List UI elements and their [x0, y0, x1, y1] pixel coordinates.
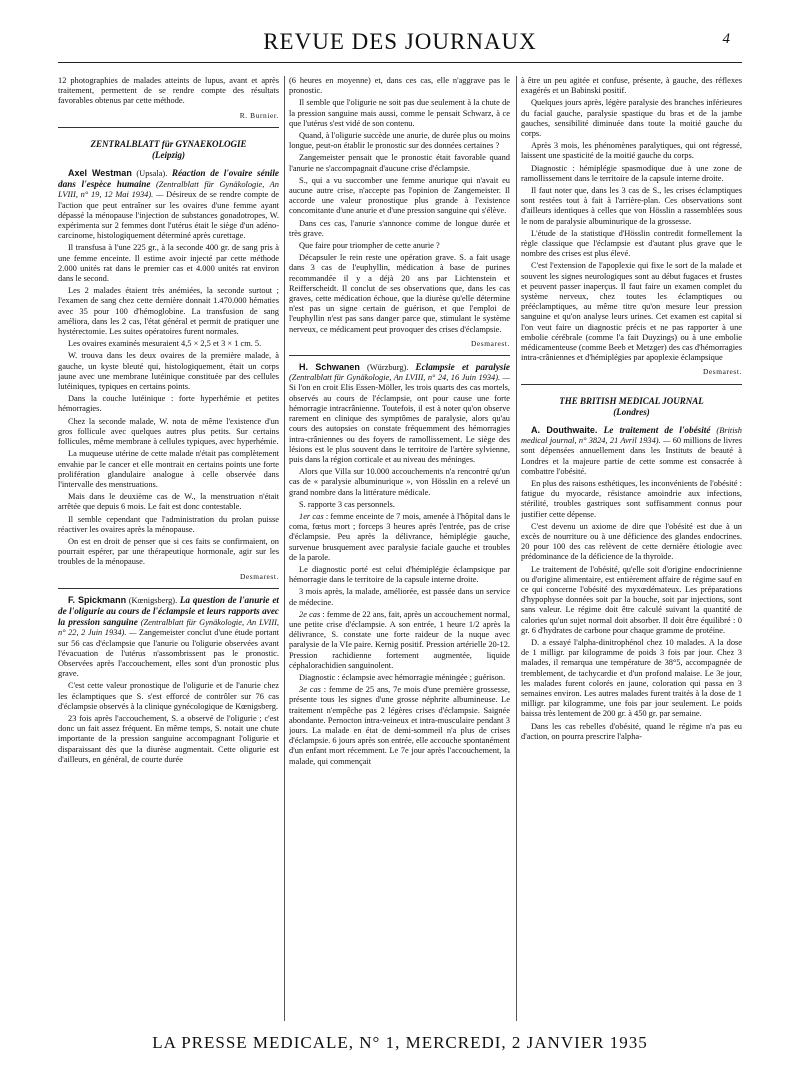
signature: Desmarest. [239, 571, 279, 581]
paragraph: Alors que Villa sur 10.000 accouchements n'a rencontré qu'un cas de « paralysie albuminurique », von Hösslin en a relevé un grand nombre dans la littérature médicale. [289, 467, 510, 497]
paragraph: Après 3 mois, les phénomènes paralytiques, qui ont régressé, laissent une spasticité de la moitié gauche du corps. [521, 141, 742, 161]
paragraph: C'est cette valeur pronostique de l'oligurie et de l'anurie chez les éclamptiques que S. s'est efforcé de contrôler sur 76 cas d'éclampsie observés à la clinique gynécologique de Kœnigsberg. [58, 681, 279, 711]
case-label: 3e cas [299, 685, 321, 695]
divider [58, 588, 279, 589]
paragraph: 12 photographies de malades atteints de lupus, avant et après traitement, permettent de se rendre compte des résultats favorables obtenus par cette méthode. [58, 76, 279, 106]
article-abstract [58, 168, 279, 241]
article-reference: (British medical journal, n° 3824, 21 Avril 1934). — [521, 425, 742, 446]
paragraph: 23 fois après l'accouchement, S. a observé de l'oligurie ; c'est donc un fait assez fréquent. En même temps, S. notait une chute importante de la pression sanguine accompagnant l'oligurie et disparaissant dès que la diurèse augmentait. Cette oligurie est d'ailleurs, en général, de courte durée [58, 713, 279, 764]
paragraph: Diagnostic : éclampsie avec hémorragie méningée ; guérison. [299, 672, 506, 682]
paragraph: C'est l'extension de l'apoplexie qui fixe le sort de la malade et souvent les signes neurologiques sont au début fugaces et frustes et peuvent passer inaperçus. Il faut faire un examen complet du système nerveux, chez toutes les éclamptiques ou prééclamptiques, au même titre qu'on mesure leur pression sanguine et qu'on analyse leurs urines. Cet examen est capital si l'on veut faire un diagnostic précis et ne pas rapporter à une embolie cérébrale (comme l'a fait Duyzings) ou à une embolie médicamenteuse (comme Beeb et Metzger) des cas d'hémorragies intra-crâniennes et d'hémiplégies par apoplexie éclampsique [521, 261, 742, 363]
paragraph: W. trouva dans les deux ovaires de la première malade, à gauche, un kyste bleuté qui, histologiquement, était un corps jaune avec une membrane lutéinique constituée par des cellules lutéiniques, typiques en certains points. [58, 351, 279, 392]
divider [289, 355, 510, 356]
paragraph: Il semble que l'oligurie ne soit pas due seulement à la chute de la pression sanguine mais aussi, comme le pensait Schwarz, à ce que l'utérus s'est vidé de son contenu. [289, 98, 510, 128]
page-footer: LA PRESSE MEDICALE, N° 1, MERCREDI, 2 JANVIER 1935 [152, 1033, 648, 1052]
case-paragraph [289, 512, 510, 563]
paragraph: La muqueuse utérine de cette malade n'était pas complètement envahie par le cancer et elle montrait en certains points une forte prolifération glandulaire analogue à celle observée dans l'intervalle des menstruations. [58, 449, 279, 489]
article-title: La question de l'anurie et de l'oligurie au cours de l'éclampsie et leurs rapports avec la pression sanguine [58, 594, 279, 628]
divider [58, 127, 279, 128]
article-place: (Kœnigsberg). [126, 595, 180, 605]
paragraph: à être un peu agitée et confuse, présente, à gauche, des réflexes exagérés et un Babinski positif. [521, 76, 742, 96]
article-reference: (Zentralblatt für Gynäkologie, An LVIII, n° 24, 16 Juin 1934). — [289, 373, 510, 383]
paragraph: Les ovaires examinés mesuraient 4,5 × 2,5 et 3 × 1 cm. 5. [68, 339, 262, 349]
article-author: H. Schwanen [299, 362, 360, 373]
article-text: Si l'on en croit Elis Essen-Möller, les trois quarts des cas mortels, observés au cours de l'éclampsie, ont pour cause une forte hémorragie intracrânienne. Toutefois, il est à noter qu'on observe rarement en clinique des symptômes de paralysie, alors qu'au cours des autopsies on constate fréquemment des hémorragies intra-crâniennes ou des foyers de ramollissement. Le siège des lésions est le plus souvent dans le territoire de l'artère sylvienne, puis dans la région corticale et au niveau des méninges. [289, 383, 510, 464]
paragraph: Quand, à l'oligurie succède une anurie, de durée plus ou moins longue, peut-on établir le pronostic sur des données certaines ? [289, 131, 510, 151]
paragraph: En plus des raisons esthétiques, les inconvénients de l'obésité : fatigue du myocarde, résistance amoindrie aux infections, stérilité, troubles gastriques sont suffisamment connus pour justifier cette dépense. [521, 478, 742, 519]
column-separator [284, 76, 285, 1021]
divider [521, 384, 742, 385]
article-author: Axel Westman [68, 168, 132, 179]
paragraph: Que faire pour triompher de cette anurie ? [299, 241, 440, 251]
column-separator [516, 76, 517, 1021]
case-text: : femme de 22 ans, fait, après un accouchement normal, une petite crise d'éclampsie. A son entrée, 1 heure 1/2 après la délivrance, S. constate une forte raideur de la nuque avec paralysie de la VIe paire. Kernig positif. Pression artérielle 20-12. Pression rachidienne fortement augmentée, liquide céphalorachidien sanguinolent. [289, 609, 510, 670]
article-text: Zangemeister conclut d'une étude portant sur 56 cas d'éclampsie que l'anurie ou l'oligurie observées avant l'évacuation de l'utérus n'assombrissent pas le pronostic. Observées après l'accouchement, elles sont d'un pronostic plus grave. [58, 628, 279, 679]
paragraph: L'étude de la statistique d'Hösslin contredit formellement la règle classique que l'éclampsie est d'autant plus grave que le nombre des crises est plus élevé. [521, 228, 742, 259]
column-3 [521, 76, 742, 1021]
paragraph: Le diagnostic porté est celui d'hémiplégie éclampsique par hémorragie dans le territoire de la capsule interne droite. [289, 564, 510, 585]
journal-heading: ZENTRALBLATT für GYNAEKOLOGIE [90, 138, 247, 149]
article-title: Le traitement de l'obésité [597, 424, 711, 435]
paragraph: Mais dans le deuxième cas de W., la menstruation n'était arrêtée que depuis 6 mois. Le fait est donc contestable. [58, 492, 279, 512]
article-reference: (Zentralblatt für Gynäkologie, An LVIII, n° 22, 2 Juin 1934). — [58, 618, 279, 638]
paragraph: Le traitement de l'obésité, qu'elle soit d'origine endocrinienne ou d'origine alimentaire, est entièrement affaire de régime sauf en ce qui concerne l'obésité des myxœdémateux. Les préparations d'hypophyse données soit par la bouche, soit par injections, sont sans valeur. Le régime doit être calculé suivant la quantité de calories qu'un sujet normal doit absorber. Il doit être équilibré : 0 gr. 6 d'hydrates de carbone pour chaque gramme de protéine. [521, 564, 742, 635]
journal-heading: THE BRITISH MEDICAL JOURNAL [559, 395, 704, 406]
article-title: Réaction de l'ovaire sénile dans l'espèce humaine [58, 168, 279, 190]
signature: R. Burnier. [239, 110, 279, 120]
paragraph: Décapsuler le rein reste une opération grave. S. a fait usage dans 3 cas de l'euphyllin, médication à base de purines recommandée il y a déjà 20 ans par Lichtenstein et Reifferscheidt. Il conclut de ses observations que, dans les cas graves, cette médication échoue, que la diurèse qu'elle détermine n'est pas un signe certain de guérison, et que l'emploi de l'euphyllin n'est pas sans danger parce que, stimulant le système nerveux, ce médicament peut provoquer des crises d'éclampsie. [289, 253, 510, 334]
page-number: 4 [722, 31, 730, 47]
paragraph: D. a essayé l'alpha-dinitrophénol chez 10 malades. A la dose de 1 milligr. par kilogramme de poids 3 fois par jour. Chez 3 malades, il remarqua une température de 38°5, accompagnée de tremblement, de tachycardie et d'un profond malaise. Le 3e jour, les malades furent colorés en jaune, coloration qui passa en 3 semaines environ. Les autres malades furent traités à la dose de 1 milligr. par kilogramme, une fois par jour seulement. Le poids baissa très lentement de 200 gr. à 450 gr. par semaine. [521, 637, 742, 719]
journal-title: REVUE DES JOURNAUX [263, 29, 537, 54]
paragraph: (6 heures en moyenne) et, dans ces cas, elle n'aggrave pas le pronostic. [289, 76, 510, 96]
paragraph: On est en droit de penser que si ces faits se confirmaient, on pourrait espérer, par une thérapeutique hormonale, agir sur les troubles de la ménopause. [58, 536, 279, 567]
article-abstract [289, 362, 510, 465]
article-abstract [58, 595, 279, 680]
page-header [0, 0, 800, 80]
article-abstract [521, 425, 742, 477]
paragraph: Zangemeister pensait que le pronostic était favorable quand l'anurie ne s'accompagnait d'aucune crise d'éclampsie. [289, 153, 510, 173]
signature: Desmarest. [470, 338, 510, 348]
article-reference: (Zentralblatt für Gynäkologie, An LVIII, n° 19, 12 Mai 1934). — [58, 180, 279, 200]
case-label: 1er cas [299, 511, 324, 521]
column-1 [58, 76, 279, 1021]
case-paragraph [289, 610, 510, 671]
article-place: (Upsala). [131, 169, 172, 179]
case-paragraph [289, 685, 510, 767]
journal-city: (Leipzig) [152, 149, 185, 160]
paragraph: Chez la seconde malade, W. nota de même l'existence d'un gros follicule avec quelques autres plus petits. Sur certains follicules, même membrane à cellules typiques, avec hyperhémie. [58, 416, 279, 447]
article-author: A. Douthwaite. [531, 424, 598, 435]
header-rule [58, 62, 742, 63]
article-text: 60 millions de livres sont dépensées annuellement dans les Instituts de beauté à Londres et la majeure partie de cette somme est consacrée à combattre l'obésité. [521, 436, 742, 476]
paragraph: S. rapporte 3 cas personnels. [299, 499, 395, 509]
case-text: : femme de 25 ans, 7e mois d'une première grossesse, présente tous les signes d'une grosse néphrite albumineuse. Le traitement n'empêche pas 2 légères crises d'éclampsie. Saignée abondante. Pernocton intra-veineux et intra-musculaire pendant 3 jours. La malade en état de demi-sommeil n'a plus de crises d'éclampsie. 6 jours après son entrée, elle accouche spontanément d'un enfant mort récemment. Le 7e jour après l'accouchement, la malade, qui commençait [289, 685, 510, 766]
article-title: Eclampsie et paralysie [415, 362, 510, 373]
case-label: 2e cas [299, 609, 321, 619]
paragraph: C'est devenu un axiome de dire que l'obésité est due à un excès de nourriture ou à une déficience des glandes endocrines. 20 pour 100 des cas relèvent de cette dernière étiologie avec prédominance de la déficience de la thyroïde. [521, 521, 742, 562]
article-text: Désireux de se rendre compte de l'action que peut entraîner sur les ovaires d'une femme ayant dépassé la ménopause l'injection de substances gonadotropes, W. expérimenta sur 2 femmes dont l'utérus était le siège d'un adéno-carcinome, histologiquement déterminé après curettage. [58, 190, 279, 241]
paragraph: Quelques jours après, légère paralysie des branches inférieures du facial gauche, paralysie spastique du bras et de la jambe gauches, sensibilité diminuée dans toute la moitié gauche du corps. [521, 98, 742, 139]
journal-city: (Londres) [613, 406, 650, 417]
paragraph: Dans la couche lutéinique : forte hyperhémie et petites hémorragies. [58, 394, 279, 414]
paragraph: Dans les cas rebelles d'obésité, quand le régime n'a pas eu d'action, on pourra prescrire l'alpha- [521, 721, 742, 741]
paragraph: Il transfusa à l'une 225 gr., à la seconde 400 gr. de sang pris à une femme enceinte. Il estime avoir injecté par cette méthode 2.000 unités rat dans le premier cas et 4.000 unités rat environ dans le second. [58, 243, 279, 284]
paragraph: Dans ces cas, l'anurie s'annonce comme de longue durée et très grave. [289, 218, 510, 238]
article-author: F. Spickmann [68, 594, 127, 605]
article-place: (Würzburg). [359, 363, 416, 373]
paragraph: Il faut noter que, dans les 3 cas de S., les crises éclamptiques sont restées tout à fait à l'arrière-plan. Ces observations sont d'ailleurs identiques à celles que von Hösslin a rassemblées sous le nom de paralysie albuminurique de la grossesse. [521, 186, 742, 226]
column-2 [289, 76, 510, 1021]
case-text: : femme enceinte de 7 mois, amenée à l'hôpital dans le coma, fœtus mort ; forceps 3 heures après l'entrée, pas de crise d'éclampsie. Peu après la délivrance, hémiplégie gauche, survenue brusquement avec paralysie faciale gauche et troubles de la parole. [289, 511, 510, 562]
paragraph: Les 2 malades étaient très anémiées, la seconde surtout ; l'examen de sang chez cette dernière donnait 1.470.000 hématies avec 35 pour 100 d'hémoglobine. La transfusion de sang améliora, dans les 2 cas, l'état général et permit de pratiquer une hystérectomie. Les suites opératoires furent normales. [58, 286, 279, 337]
paragraph: 3 mois après, la malade, améliorée, est passée dans un service de médecine. [289, 587, 510, 607]
paragraph: Il semble cependant que l'administration du prolan puisse réactiver les ovaires après la ménopause. [58, 514, 279, 534]
signature: Desmarest. [702, 367, 742, 377]
paragraph: Diagnostic : hémiplégie spasmodique due à une zone de ramollissement dans le territoire de la capsule interne droite. [521, 163, 742, 183]
paragraph: S., qui a vu succomber une femme anurique qui n'avait eu aucune autre crise, n'accepte pas l'opinion de Zangemeister. Il accorde une valeur pronostique plus grande à l'existence concomitante d'une anurie et d'une pression sanguine qui s'élève. [289, 175, 510, 216]
